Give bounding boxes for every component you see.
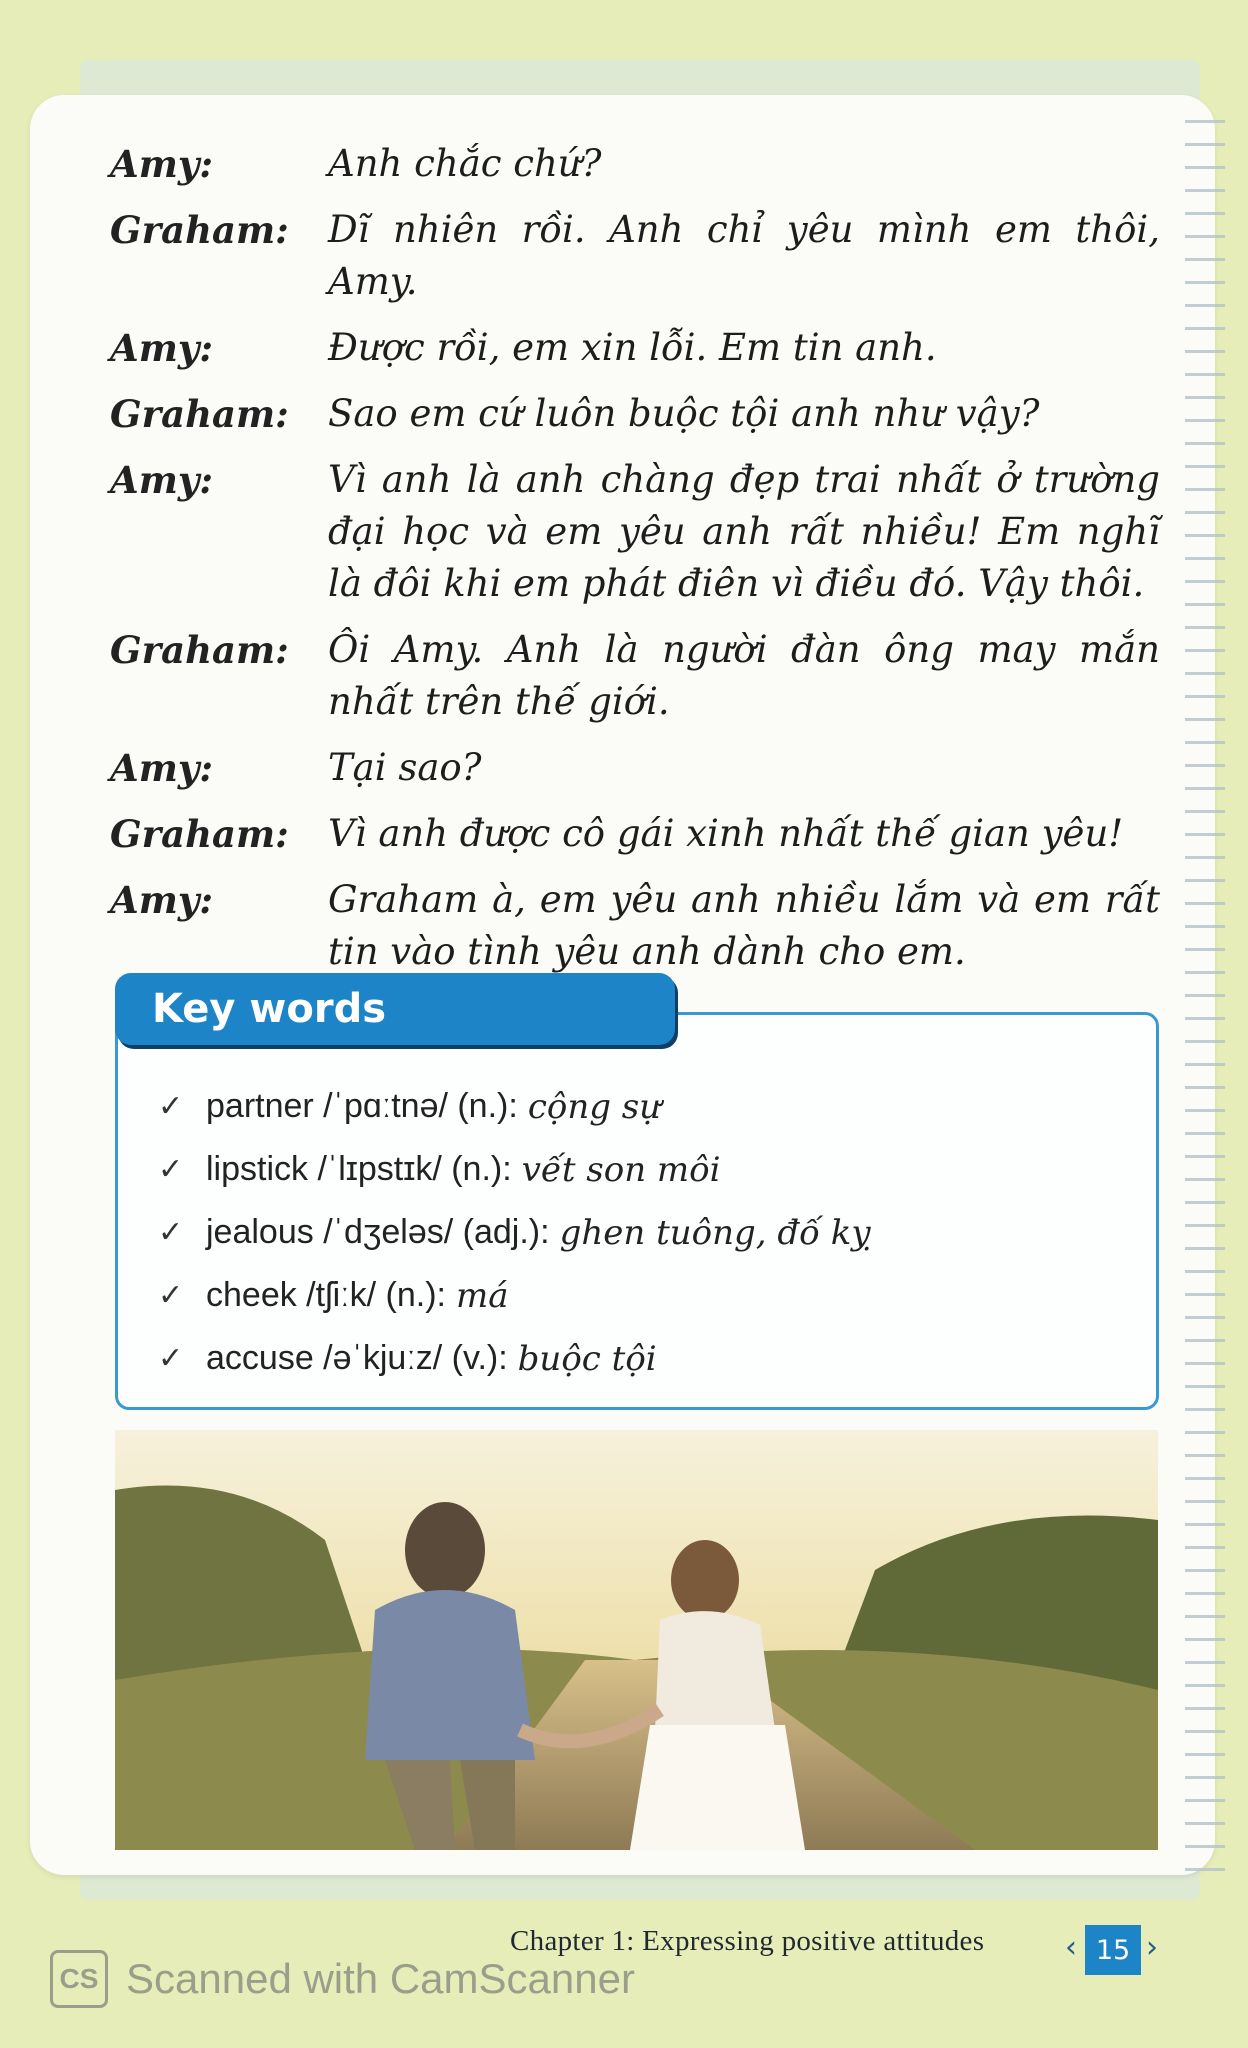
speech-text: Vì anh là anh chàng đẹp trai nhất ở trường đại học và em yêu anh rất nhiều! Em nghĩ là đôi khi em phát điên vì điều đó. Vậy thôi. [328, 458, 1160, 605]
key-word-meaning: ghen tuông, đố kỵ [559, 1212, 871, 1253]
chapter-footer: Chapter 1: Expressing positive attitudes [510, 1925, 985, 1957]
key-word-meaning: vết son môi [521, 1149, 721, 1190]
speech-text: Tại sao? [328, 746, 482, 789]
chevron-left-icon: ‹ [1065, 1930, 1077, 1965]
key-word-term: lipstick /ˈlɪpstɪk/ (n.): [206, 1150, 512, 1188]
key-word-meaning: buộc tội [517, 1338, 657, 1379]
checkmark-icon: ✓ [158, 1278, 184, 1313]
key-words-list [158, 1075, 871, 1390]
key-word-meaning: má [455, 1275, 509, 1316]
speaker-name: Amy: [110, 746, 214, 790]
speech-text: Dĩ nhiên rồi. Anh chỉ yêu mình em thôi, Amy. [328, 208, 1160, 303]
key-word-term: partner /ˈpɑːtnə/ (n.): [206, 1087, 518, 1125]
dialogue-line [110, 138, 1160, 190]
checkmark-icon: ✓ [158, 1089, 184, 1124]
spiral-binding [1185, 110, 1225, 1880]
watermark-text: Scanned with CamScanner [126, 1955, 635, 2002]
key-word-term: accuse /əˈkjuːz/ (v.): [206, 1339, 508, 1377]
camscanner-watermark [50, 1950, 635, 2008]
camscanner-logo: CS [50, 1950, 108, 2008]
couple-photo-illustration [115, 1430, 1158, 1850]
couple-photo [115, 1430, 1158, 1850]
dialogue-line [110, 808, 1160, 860]
dialogue-line [110, 388, 1160, 440]
speaker-name: Graham: [110, 628, 289, 672]
dialogue-line [110, 454, 1160, 610]
speaker-name: Graham: [110, 812, 289, 856]
key-word-term: cheek /tʃiːk/ (n.): [206, 1276, 446, 1314]
key-words-title: Key words [152, 986, 387, 1032]
speaker-name: Amy: [110, 458, 214, 502]
speaker-name: Amy: [110, 326, 214, 370]
key-word-term: jealous /ˈdʒeləs/ (adj.): [206, 1213, 550, 1251]
checkmark-icon: ✓ [158, 1215, 184, 1250]
dialogue [110, 138, 1160, 992]
key-word-item [158, 1264, 871, 1327]
dialogue-line [110, 742, 1160, 794]
key-word-meaning: cộng sự [527, 1086, 662, 1127]
dialogue-line [110, 624, 1160, 728]
key-word-item [158, 1075, 871, 1138]
speech-text: Được rồi, em xin lỗi. Em tin anh. [328, 326, 937, 369]
speech-text: Sao em cứ luôn buộc tội anh như vậy? [328, 392, 1040, 435]
key-word-item [158, 1327, 871, 1390]
dialogue-line [110, 322, 1160, 374]
speaker-name: Amy: [110, 142, 214, 186]
speaker-name: Amy: [110, 878, 214, 922]
speech-text: Vì anh được cô gái xinh nhất thế gian yêu! [328, 812, 1124, 855]
key-word-item [158, 1201, 871, 1264]
speech-text: Ôi Amy. Anh là người đàn ông may mắn nhất trên thế giới. [328, 628, 1160, 723]
key-word-item [158, 1138, 871, 1201]
speaker-name: Graham: [110, 392, 289, 436]
speaker-name: Graham: [110, 208, 289, 252]
chevron-right-icon: › [1146, 1930, 1158, 1965]
dialogue-line [110, 874, 1160, 978]
checkmark-icon: ✓ [158, 1341, 184, 1376]
speech-text: Graham à, em yêu anh nhiều lắm và em rất tin vào tình yêu anh dành cho em. [328, 878, 1160, 973]
page-number: 15 [1085, 1925, 1141, 1975]
speech-text: Anh chắc chứ? [328, 142, 602, 185]
dialogue-line [110, 204, 1160, 308]
checkmark-icon: ✓ [158, 1152, 184, 1187]
